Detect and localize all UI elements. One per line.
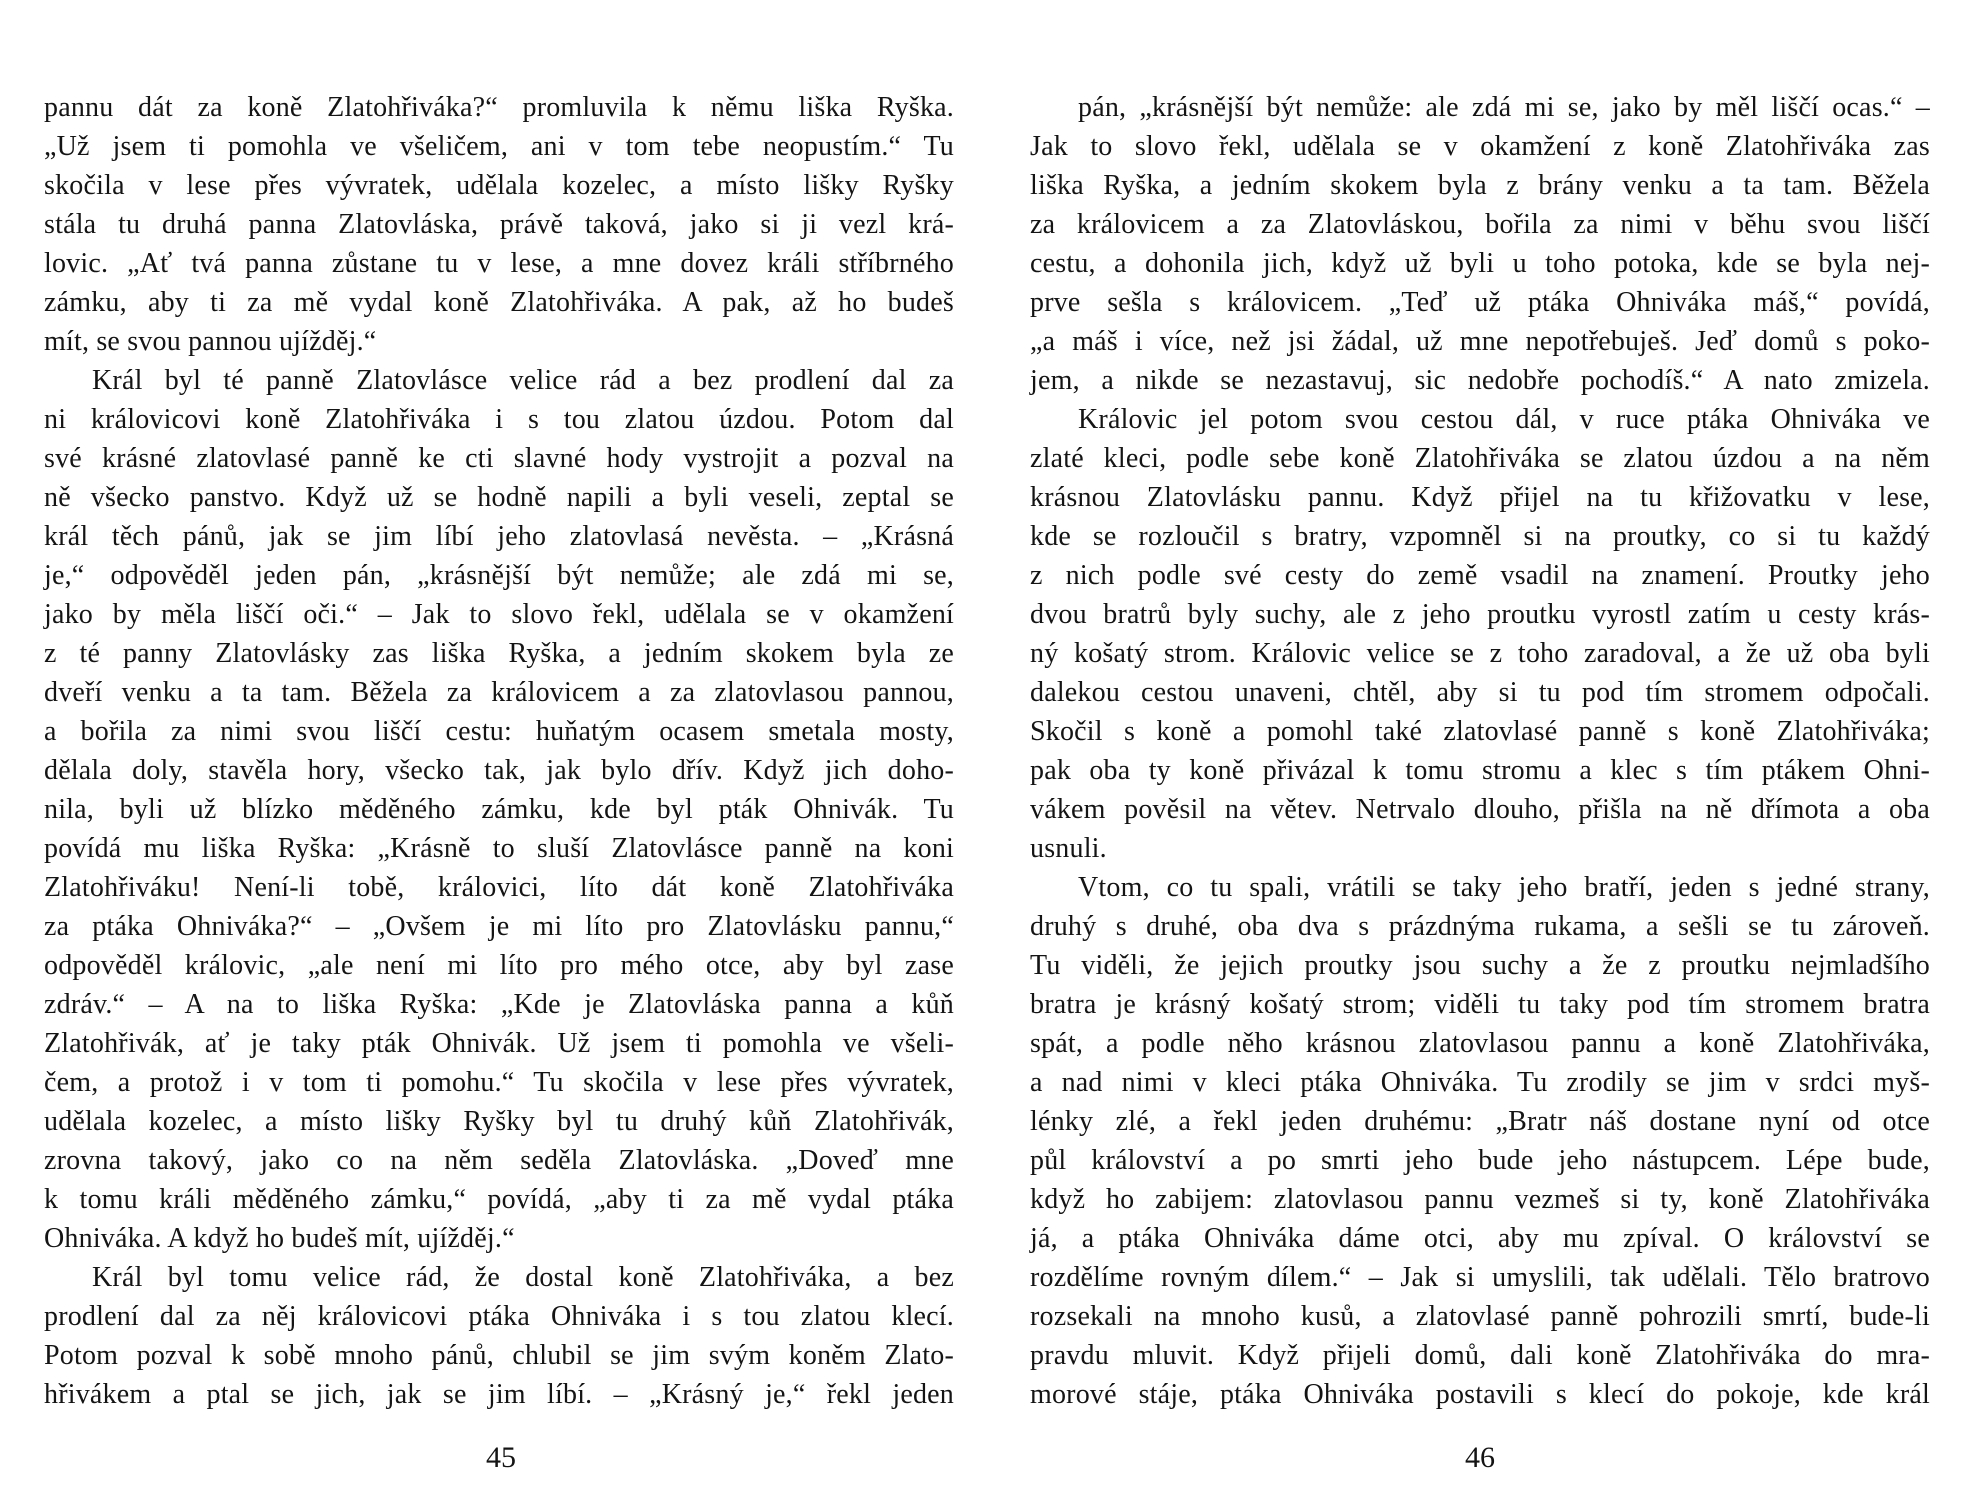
right-page-text (1030, 88, 1930, 1414)
text-line: „Už jsem ti pomohla ve všeličem, ani v tom tebe neopustím.“ Tu (44, 131, 954, 162)
text-line: z nich podle své cesty do země vsadil na znamení. Proutky jeho (1030, 560, 1930, 591)
text-line: lénky zlé, a řekl jeden druhému: „Bratr náš dostane nyní od otce (1030, 1106, 1930, 1137)
text-line: liška Ryška, a jedním skokem byla z brány venku a ta tam. Běžela (1030, 170, 1930, 201)
text-line: kde se rozloučil s bratry, vzpomněl si na proutky, co si tu každý (1030, 521, 1930, 552)
text-line: Ohniváka. A když ho budeš mít, ujížděj.“ (44, 1223, 515, 1254)
text-line: zrovna takový, jako co na něm seděla Zlatovláska. „Doveď mne (44, 1145, 954, 1176)
text-line: povídá mu liška Ryška: „Krásně to sluší Zlatovlásce panně na koni (44, 833, 954, 864)
text-line: půl království a po smrti jeho bude jeho nástupcem. Lépe bude, (1030, 1145, 1930, 1176)
text-line: nila, byli už blízko měděného zámku, kde byl pták Ohnivák. Tu (44, 794, 954, 825)
text-line: krásnou Zlatovlásku pannu. Když přijel na tu křižovatku v lese, (1030, 482, 1930, 513)
text-line: Jak to slovo řekl, udělala se v okamžení z koně Zlatohřiváka zas (1030, 131, 1930, 162)
text-line: Královic jel potom svou cestou dál, v ruce ptáka Ohniváka ve (1078, 404, 1930, 435)
text-line: jem, a nikde se nezastavuj, sic nedobře pochodíš.“ A nato zmizela. (1030, 365, 1930, 396)
text-line: když ho zabijem: zlatovlasou pannu vezmeš si ty, koně Zlatohřiváka (1030, 1184, 1930, 1215)
text-line: dělala doly, stavěla hory, všecko tak, jak bylo dřív. Když jich doho- (44, 755, 954, 786)
text-line: za ptáka Ohniváka?“ – „Ovšem je mi líto pro Zlatovlásku pannu,“ (44, 911, 954, 942)
text-line: dveří venku a ta tam. Běžela za královicem a za zlatovlasou pannou, (44, 677, 954, 708)
text-line: druhý s druhé, oba dva s prázdnýma rukama, a sešli se tu zároveň. (1030, 911, 1930, 942)
text-line: prodlení dal za něj královicovi ptáka Ohniváka i s tou zlatou klecí. (44, 1301, 954, 1332)
text-line: král těch pánů, jak se jim líbí jeho zlatovlasá nevěsta. – „Krásná (44, 521, 954, 552)
page-number-left: 45 (486, 1441, 516, 1474)
text-line: skočila v lese přes vývratek, udělala kozelec, a místo lišky Ryšky (44, 170, 954, 201)
text-line: čem, a protož i v tom ti pomohu.“ Tu skočila v lese přes vývratek, (44, 1067, 954, 1098)
text-line: dalekou cestou unaveni, chtěl, aby si tu pod tím stromem odpočali. (1030, 677, 1930, 708)
page-number-right: 46 (1465, 1441, 1495, 1474)
text-line: zlaté kleci, podle sebe koně Zlatohřiváka se zlatou úzdou a na něm (1030, 443, 1930, 474)
text-line: prve sešla s královicem. „Teď už ptáka Ohniváka máš,“ povídá, (1030, 287, 1930, 318)
text-line: své krásné zlatovlasé panně ke cti slavné hody vystrojit a pozval na (44, 443, 954, 474)
text-line: „a máš i více, než jsi žádal, už mne nepotřebuješ. Jeď domů s poko- (1030, 326, 1930, 357)
text-line: dvou bratrů byly suchy, ale z jeho proutku vyrostl zatím u cesty krás- (1030, 599, 1930, 630)
text-line: vákem pověsil na větev. Netrvalo dlouho, přišla na ně dřímota a oba (1030, 794, 1930, 825)
text-line: udělala kozelec, a místo lišky Ryšky byl tu druhý kůň Zlatohřivák, (44, 1106, 954, 1137)
text-line: Zlatohřivák, ať je taky pták Ohnivák. Už jsem ti pomohla ve všeli- (44, 1028, 954, 1059)
text-line: pannu dát za koně Zlatohřiváka?“ promluvila k němu liška Ryška. (44, 92, 954, 123)
text-line: Král byl té panně Zlatovlásce velice rád a bez prodlení dal za (92, 365, 954, 396)
text-line: já, a ptáka Ohniváka dáme otci, aby mu zpíval. O království se (1030, 1223, 1930, 1254)
text-line: ný košatý strom. Královic velice se z toho zaradoval, a že už oba byli (1030, 638, 1930, 669)
text-line: bratra je krásný košatý strom; viděli tu taky pod tím stromem bratra (1030, 989, 1930, 1020)
text-line: jako by měla liščí oči.“ – Jak to slovo řekl, udělala se v okamžení (44, 599, 954, 630)
text-line: Potom pozval k sobě mnoho pánů, chlubil se jim svým koněm Zlato- (44, 1340, 954, 1371)
text-line: hřivákem a ptal se jich, jak se jim líbí. – „Krásný je,“ řekl jeden (44, 1379, 954, 1410)
text-line: usnuli. (1030, 833, 1107, 864)
text-line: Skočil s koně a pomohl také zlatovlasé panně s koně Zlatohřiváka; (1030, 716, 1930, 747)
left-page-text (44, 88, 954, 1414)
text-line: Tu viděli, že jejich proutky jsou suchy a že z proutku nejmladšího (1030, 950, 1930, 981)
text-line: odpověděl královic, „ale není mi líto pro mého otce, aby byl zase (44, 950, 954, 981)
text-line: zámku, aby ti za mě vydal koně Zlatohřiváka. A pak, až ho budeš (44, 287, 954, 318)
text-line: pak oba ty koně přivázal k tomu stromu a klec s tím ptákem Ohni- (1030, 755, 1930, 786)
text-line: mít, se svou pannou ujížděj.“ (44, 326, 377, 357)
text-line: spát, a podle něho krásnou zlatovlasou pannu a koně Zlatohřiváka, (1030, 1028, 1930, 1059)
text-line: lovic. „Ať tvá panna zůstane tu v lese, a mne dovez králi stříbrného (44, 248, 954, 279)
text-line: pán, „krásnější být nemůže: ale zdá mi se, jako by měl liščí ocas.“ – (1078, 92, 1930, 123)
text-line: z té panny Zlatovlásky zas liška Ryška, a jedním skokem byla ze (44, 638, 954, 669)
text-line: morové stáje, ptáka Ohniváka postavili s klecí do pokoje, kde král (1030, 1379, 1930, 1410)
text-line: ně všecko panstvo. Když už se hodně napili a byli veseli, zeptal se (44, 482, 954, 513)
text-line: rozsekali na mnoho kusů, a zlatovlasé panně pohrozili smrtí, bude-li (1030, 1301, 1930, 1332)
text-line: stála tu druhá panna Zlatovláska, právě taková, jako si ji vezl krá- (44, 209, 954, 240)
text-line: k tomu králi měděného zámku,“ povídá, „aby ti za mě vydal ptáka (44, 1184, 954, 1215)
text-line: ni královicovi koně Zlatohřiváka i s tou zlatou úzdou. Potom dal (44, 404, 954, 435)
text-line: cestu, a dohonila jich, když už byli u toho potoka, kde se byla nej- (1030, 248, 1930, 279)
text-line: je,“ odpověděl jeden pán, „krásnější být nemůže; ale zdá mi se, (44, 560, 954, 591)
text-line: Zlatohřiváku! Není-li tobě, královici, líto dát koně Zlatohřiváka (44, 872, 954, 903)
text-line: Vtom, co tu spali, vrátili se taky jeho bratří, jeden s jedné strany, (1078, 872, 1930, 903)
text-line: rozdělíme rovným dílem.“ – Jak si umyslili, tak udělali. Tělo bratrovo (1030, 1262, 1930, 1293)
text-line: Král byl tomu velice rád, že dostal koně Zlatohřiváka, a bez (92, 1262, 954, 1293)
text-line: za královicem a za Zlatovláskou, bořila za nimi v běhu svou liščí (1030, 209, 1930, 240)
text-line: a bořila za nimi svou liščí cestu: huňatým ocasem smetala mosty, (44, 716, 954, 747)
text-line: pravdu mluvit. Když přijeli domů, dali koně Zlatohřiváka do mra- (1030, 1340, 1930, 1371)
text-line: a nad nimi v kleci ptáka Ohniváka. Tu zrodily se jim v srdci myš- (1030, 1067, 1930, 1098)
text-line: zdráv.“ – A na to liška Ryška: „Kde je Zlatovláska panna a kůň (44, 989, 954, 1020)
